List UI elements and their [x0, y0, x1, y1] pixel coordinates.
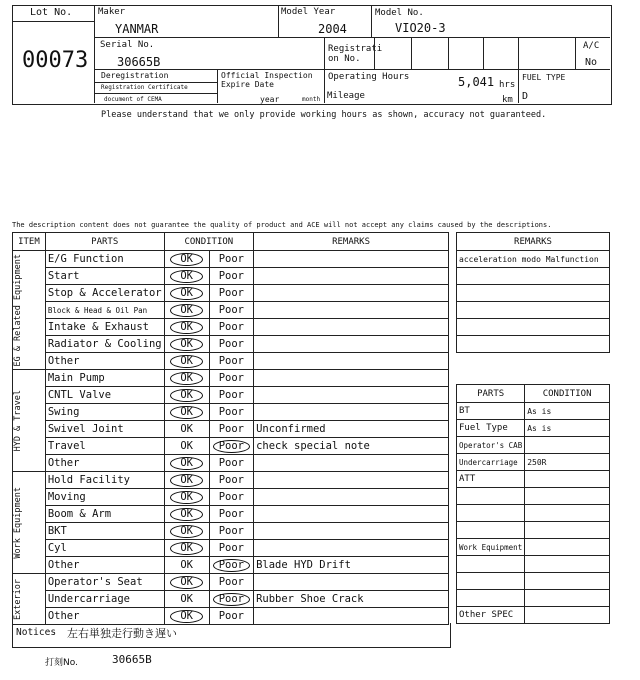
remark — [254, 336, 449, 353]
part-name: Cyl — [45, 540, 164, 557]
part-name: Swivel Joint — [45, 421, 164, 438]
item-header: ITEM — [13, 233, 46, 251]
side-remark-row — [457, 319, 610, 336]
part-name: CNTL Valve — [45, 387, 164, 404]
remark — [254, 251, 449, 268]
ok-label: OK — [180, 423, 193, 435]
table-row — [13, 336, 449, 353]
model-no-value: VIO20-3 — [395, 21, 446, 35]
side-part-row — [457, 556, 610, 573]
group-label: HYD & Travel — [13, 389, 23, 452]
maker-value: YANMAR — [115, 22, 159, 36]
side-part-name: Fuel Type — [457, 420, 525, 437]
side-remark-row — [457, 268, 610, 285]
side-part-name — [457, 505, 525, 522]
side-part-condition: As is — [525, 403, 610, 420]
condition-ok — [164, 319, 209, 336]
side-part-condition — [525, 539, 610, 556]
notices-label: Notices — [16, 627, 57, 638]
table-row — [13, 251, 449, 268]
poor-label: Poor — [218, 542, 245, 554]
poor-label: Poor — [218, 576, 245, 588]
ok-label: OK — [170, 610, 203, 623]
condition-poor — [209, 336, 253, 353]
table-row — [13, 608, 449, 625]
condition-ok — [164, 353, 209, 370]
condition-poor — [209, 540, 253, 557]
fuel-type-label: FUEL TYPE — [522, 73, 566, 82]
poor-label: Poor — [218, 372, 245, 384]
poor-label: Poor — [218, 525, 245, 537]
condition-ok — [164, 506, 209, 523]
parts-header: PARTS — [45, 233, 164, 251]
lot-no-label: Lot No. — [30, 7, 73, 18]
side-part-condition — [525, 505, 610, 522]
part-name: Intake & Exhaust — [45, 319, 164, 336]
table-row — [13, 472, 449, 489]
table-row — [13, 557, 449, 574]
condition-header: CONDITION — [164, 233, 253, 251]
ok-label: OK — [170, 457, 203, 470]
condition-ok — [164, 336, 209, 353]
table-row — [13, 591, 449, 608]
side-part-row — [457, 471, 610, 488]
ac-value: No — [585, 57, 598, 68]
condition-ok — [164, 421, 209, 438]
part-name: Hold Facility — [45, 472, 164, 489]
condition-poor — [209, 387, 253, 404]
poor-label: Poor — [218, 304, 245, 316]
condition-table — [12, 232, 449, 625]
side-remark-row — [457, 302, 610, 319]
reg-certificate-label: Registration Certificate — [101, 84, 188, 91]
condition-ok — [164, 489, 209, 506]
registration-box-5 — [518, 37, 520, 103]
remark — [254, 387, 449, 404]
condition-poor — [209, 591, 253, 608]
condition-poor — [209, 608, 253, 625]
poor-label: Poor — [218, 321, 245, 333]
part-name: E/G Function — [45, 251, 164, 268]
side-remark — [457, 336, 610, 353]
side-part-condition — [525, 590, 610, 607]
ok-label: OK — [170, 338, 203, 351]
group-label: Exterior — [13, 578, 23, 620]
model-year-cell — [278, 5, 280, 37]
side-condition-header: CONDITION — [525, 385, 610, 403]
condition-ok — [164, 370, 209, 387]
table-row — [13, 421, 449, 438]
ok-label: OK — [170, 372, 203, 385]
part-name: Moving — [45, 489, 164, 506]
remarks-header: REMARKS — [254, 233, 449, 251]
condition-poor — [209, 455, 253, 472]
ok-label: OK — [180, 440, 193, 452]
maker-label: Maker — [98, 7, 126, 17]
condition-poor — [209, 404, 253, 421]
side-part-condition: 250R — [525, 454, 610, 471]
poor-label: Poor — [218, 406, 245, 418]
ok-label: OK — [170, 355, 203, 368]
poor-label: Poor — [218, 253, 245, 265]
remark — [254, 523, 449, 540]
condition-poor — [209, 285, 253, 302]
inspection-label: Official Inspection Expire Date — [221, 71, 313, 89]
side-part-name — [457, 488, 525, 505]
part-name: Other — [45, 608, 164, 625]
side-parts-table — [456, 384, 610, 624]
table-row — [13, 387, 449, 404]
side-remarks-header: REMARKS — [457, 233, 610, 251]
poor-label: Poor — [218, 610, 245, 622]
remark — [254, 302, 449, 319]
ok-label: OK — [170, 542, 203, 555]
part-name: Other — [45, 353, 164, 370]
model-no-cell — [371, 5, 373, 37]
side-part-condition: As is — [525, 420, 610, 437]
side-part-row — [457, 607, 610, 624]
table-row — [13, 489, 449, 506]
poor-label: Poor — [213, 593, 250, 606]
table-row — [13, 455, 449, 472]
ok-label: OK — [170, 576, 203, 589]
operating-hours-value: 5,041 — [458, 75, 495, 89]
ok-label: OK — [170, 287, 203, 300]
model-year-value: 2004 — [318, 22, 347, 36]
side-part-name — [457, 573, 525, 590]
remark — [254, 574, 449, 591]
part-name: Stop & Accelerator — [45, 285, 164, 302]
registration-box-4 — [483, 37, 485, 69]
ok-label: OK — [170, 525, 203, 538]
remark — [254, 319, 449, 336]
table-row — [13, 302, 449, 319]
table-row — [13, 285, 449, 302]
table-row — [13, 370, 449, 387]
condition-poor — [209, 268, 253, 285]
side-part-row — [457, 403, 610, 420]
condition-ok — [164, 472, 209, 489]
ac-label: A/C — [583, 41, 600, 51]
remark — [254, 489, 449, 506]
condition-poor — [209, 421, 253, 438]
year-label: year — [260, 95, 280, 104]
part-name: Main Pump — [45, 370, 164, 387]
hrs-label: hrs — [499, 80, 516, 90]
remark — [254, 268, 449, 285]
side-part-row — [457, 505, 610, 522]
condition-ok — [164, 574, 209, 591]
part-name: Block & Head & Oil Pan — [45, 302, 164, 319]
part-name: Start — [45, 268, 164, 285]
poor-label: Poor — [218, 338, 245, 350]
disclaimer: The description content does not guarantee the quality of product and ACE will not accept any claims caused by the descriptions. — [12, 221, 552, 229]
side-part-condition — [525, 573, 610, 590]
condition-ok — [164, 251, 209, 268]
ok-label: OK — [170, 389, 203, 402]
part-name: Boom & Arm — [45, 506, 164, 523]
side-remark-row — [457, 285, 610, 302]
registration-label: Registrati on No. — [328, 44, 383, 64]
remark: Rubber Shoe Crack — [254, 591, 449, 608]
condition-ok — [164, 540, 209, 557]
dereg-line-1 — [94, 81, 217, 83]
condition-poor — [209, 574, 253, 591]
table-row — [13, 540, 449, 557]
registration-box-6 — [575, 37, 577, 69]
stamp-label: 打刻No. — [45, 658, 78, 668]
month-label: month — [302, 96, 321, 103]
side-part-row — [457, 420, 610, 437]
part-name: BKT — [45, 523, 164, 540]
remark — [254, 608, 449, 625]
stamp-value: 30665B — [112, 653, 152, 666]
side-part-name: BT — [457, 403, 525, 420]
condition-poor — [209, 370, 253, 387]
ok-label: OK — [170, 253, 203, 266]
side-part-name: Other SPEC — [457, 607, 525, 624]
model-year-label: Model Year — [281, 7, 336, 17]
side-part-name — [457, 522, 525, 539]
table-row — [13, 404, 449, 421]
side-remark-row — [457, 336, 610, 353]
group-label: EG & Related Equipment — [13, 253, 23, 367]
condition-poor — [209, 472, 253, 489]
remark — [254, 285, 449, 302]
side-part-name — [457, 590, 525, 607]
condition-poor — [209, 506, 253, 523]
ok-label: OK — [170, 304, 203, 317]
dereg-line-2 — [94, 92, 217, 94]
condition-ok — [164, 404, 209, 421]
remark: Unconfirmed — [254, 421, 449, 438]
side-part-condition — [525, 437, 610, 454]
condition-poor — [209, 251, 253, 268]
registration-box-2 — [411, 37, 413, 69]
registration-cell — [324, 37, 326, 103]
condition-ok — [164, 523, 209, 540]
side-remark — [457, 319, 610, 336]
side-part-name: ATT — [457, 471, 525, 488]
side-remarks-table — [456, 232, 610, 353]
condition-poor — [209, 319, 253, 336]
remark — [254, 506, 449, 523]
cema-label: document of CEMA — [104, 96, 162, 103]
deregistration-label: Deregistration — [101, 71, 169, 80]
condition-ok — [164, 268, 209, 285]
poor-label: Poor — [218, 389, 245, 401]
ok-label: OK — [180, 559, 193, 571]
side-parts-header: PARTS — [457, 385, 525, 403]
operating-hours-label: Operating Hours — [328, 72, 410, 82]
poor-label: Poor — [218, 287, 245, 299]
poor-label: Poor — [218, 423, 245, 435]
poor-label: Poor — [218, 508, 245, 520]
poor-label: Poor — [218, 457, 245, 469]
condition-poor — [209, 438, 253, 455]
table-row — [13, 506, 449, 523]
condition-poor — [209, 489, 253, 506]
model-no-label: Model No. — [375, 8, 424, 18]
poor-label: Poor — [213, 559, 250, 572]
notices-value: 左右単独走行動き遅い — [67, 627, 177, 640]
remark: Blade HYD Drift — [254, 557, 449, 574]
side-part-name: Operator's CAB — [457, 437, 525, 454]
side-part-condition — [525, 522, 610, 539]
table-row — [13, 353, 449, 370]
remark — [254, 472, 449, 489]
side-part-name — [457, 556, 525, 573]
ok-label: OK — [170, 270, 203, 283]
table-row — [13, 319, 449, 336]
table-row — [13, 268, 449, 285]
inspection-cell — [217, 69, 219, 103]
condition-ok — [164, 387, 209, 404]
side-part-row — [457, 488, 610, 505]
condition-ok — [164, 285, 209, 302]
km-label: km — [502, 95, 513, 105]
group-label: Work Equipment — [13, 486, 23, 559]
part-name: Undercarriage — [45, 591, 164, 608]
condition-poor — [209, 523, 253, 540]
poor-label: Poor — [218, 270, 245, 282]
lot-no: 00073 — [22, 48, 89, 73]
condition-ok — [164, 557, 209, 574]
condition-ok — [164, 455, 209, 472]
remark — [254, 455, 449, 472]
side-remark-row — [457, 251, 610, 268]
part-name: Radiator & Cooling — [45, 336, 164, 353]
condition-poor — [209, 302, 253, 319]
part-name: Other — [45, 455, 164, 472]
side-part-row — [457, 573, 610, 590]
poor-label: Poor — [213, 440, 250, 453]
ok-label: OK — [170, 321, 203, 334]
side-remark — [457, 268, 610, 285]
table-row — [13, 523, 449, 540]
condition-ok — [164, 438, 209, 455]
condition-ok — [164, 302, 209, 319]
table-row — [13, 438, 449, 455]
side-part-condition — [525, 471, 610, 488]
part-name: Travel — [45, 438, 164, 455]
poor-label: Poor — [218, 491, 245, 503]
header-row-line-1 — [94, 5, 610, 38]
side-part-condition — [525, 488, 610, 505]
serial-no-label: Serial No. — [100, 40, 155, 50]
side-remark — [457, 302, 610, 319]
hours-notice: Please understand that we only provide working hours as shown, accuracy not guaranteed. — [101, 110, 547, 120]
remark: check special note — [254, 438, 449, 455]
part-name: Swing — [45, 404, 164, 421]
mileage-label: Mileage — [327, 91, 365, 101]
ok-label: OK — [170, 508, 203, 521]
condition-poor — [209, 353, 253, 370]
remark — [254, 540, 449, 557]
remark — [254, 353, 449, 370]
side-part-row — [457, 522, 610, 539]
registration-box-3 — [448, 37, 450, 69]
side-part-condition — [525, 556, 610, 573]
side-part-row — [457, 454, 610, 471]
side-part-name: Undercarriage — [457, 454, 525, 471]
side-part-row — [457, 437, 610, 454]
side-part-condition — [525, 607, 610, 624]
fuel-type-value: D — [522, 91, 529, 102]
ok-label: OK — [180, 593, 193, 605]
side-part-name: Work Equipment — [457, 539, 525, 556]
ok-label: OK — [170, 491, 203, 504]
registration-box-1 — [374, 37, 376, 69]
ok-label: OK — [170, 474, 203, 487]
side-remark: acceleration modo Malfunction — [457, 251, 610, 268]
side-part-row — [457, 590, 610, 607]
condition-ok — [164, 591, 209, 608]
condition-poor — [209, 557, 253, 574]
table-row — [13, 574, 449, 591]
remark — [254, 370, 449, 387]
remark — [254, 404, 449, 421]
poor-label: Poor — [218, 474, 245, 486]
side-part-row — [457, 539, 610, 556]
ok-label: OK — [170, 406, 203, 419]
poor-label: Poor — [218, 355, 245, 367]
side-remark — [457, 285, 610, 302]
serial-no-value: 30665B — [117, 55, 161, 69]
part-name: Other — [45, 557, 164, 574]
condition-ok — [164, 608, 209, 625]
part-name: Operator's Seat — [45, 574, 164, 591]
